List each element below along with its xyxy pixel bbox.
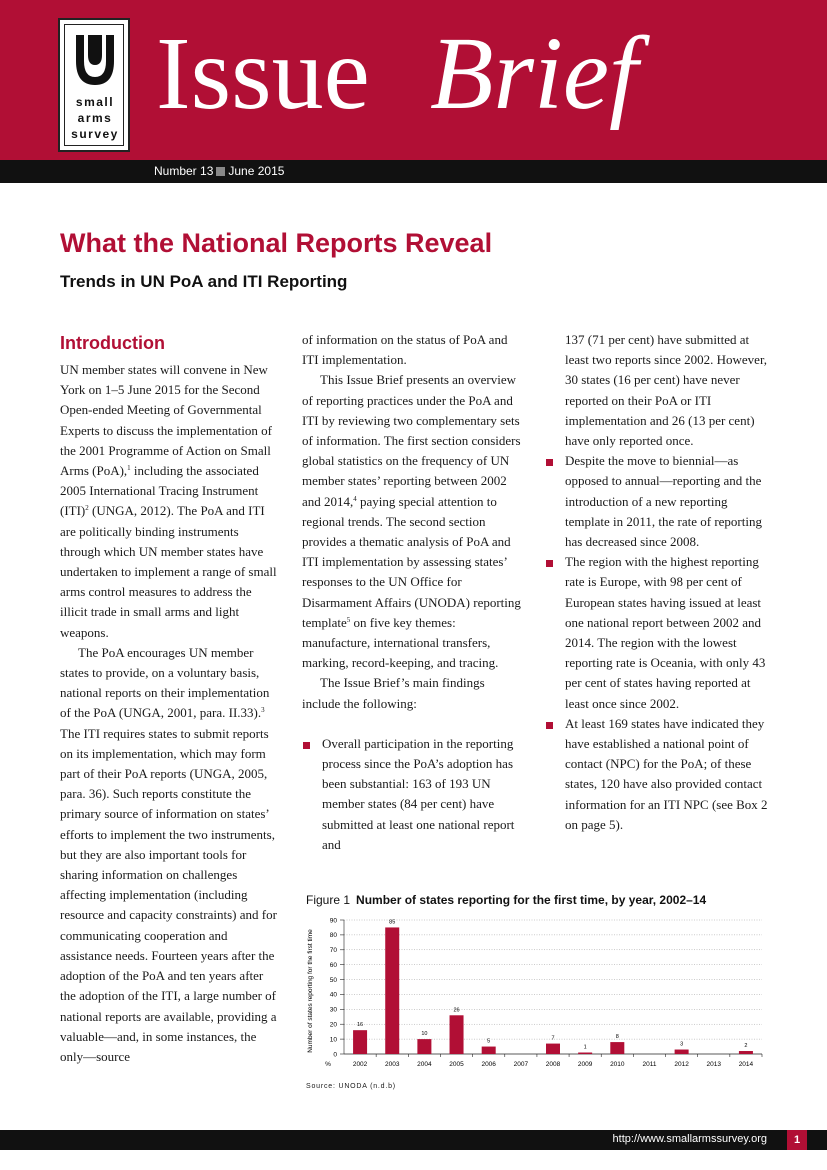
bar-chart <box>300 908 770 1078</box>
bar-2004 <box>417 1039 431 1054</box>
text-span: The ITI requires states to submit reports on its implementation, which may form part of their PoA reports (UNGA, 2005, para. 36). Such reports constitute the primary source of information on states’ efforts to implement the two instruments, but they are also important tools for sharing information on challenges affecting implementation (including resource and capacity constraints) and for communicating cooperation and assistance needs. Fourteen years after the adoption of the PoA and ten years after the adoption of the ITI, a large number of national reports are available, providing a valuable—and, in some instances, the only—source <box>60 725 277 1064</box>
bar-2014 <box>739 1051 753 1054</box>
figure-source: Source: UNODA (n.d.b) <box>306 1083 396 1090</box>
list-item: The region with the highest reporting rate is Europe, with 98 per cent of European states having issued at least one national report between 2002 and 2014. The region with the lowest reporting rate is Oceania, with only 43 per cent of states having reported at least once since 2002. <box>545 552 770 714</box>
logo-word-survey: survey <box>71 127 119 141</box>
x-tick-label: 2013 <box>706 1061 722 1068</box>
data-label: 85 <box>389 919 396 926</box>
footer-bar <box>0 1130 827 1150</box>
footnote-ref[interactable]: 5 <box>346 615 351 624</box>
paragraph: The Issue Brief’s main findings include the following: <box>302 675 485 711</box>
y-axis-ticks <box>330 917 344 1058</box>
y-axis-label: Number of states reporting for the first time <box>307 929 314 1053</box>
logo-emblem-icon <box>72 31 118 89</box>
masthead-title-brief: Brief <box>430 16 638 131</box>
issue-number-bar <box>0 160 827 183</box>
page-title: What the National Reports Reveal <box>60 228 493 258</box>
x-tick-label: 2005 <box>449 1061 464 1068</box>
data-label: 26 <box>453 1007 460 1014</box>
bar-2006 <box>482 1047 496 1054</box>
findings-list <box>545 451 770 835</box>
x-tick-label: 2010 <box>610 1061 625 1068</box>
footer-url-link[interactable]: http://www.smallarmssurvey.org <box>612 1133 767 1145</box>
x-tick-label: 2011 <box>642 1061 657 1068</box>
paragraph: of information on the status of PoA and ITI implementation. <box>302 332 508 368</box>
y-tick-label: 60 <box>329 961 337 969</box>
paragraph <box>60 360 282 643</box>
x-tick-label: 2004 <box>417 1061 432 1068</box>
data-label: 10 <box>421 1031 428 1038</box>
y-tick-label: 40 <box>329 991 337 999</box>
text-span: The PoA encourages UN member states to provide, on a voluntary basis, national reports on their implementation of the PoA (UNGA, 2001, para. II.33). <box>60 644 270 721</box>
column-3 <box>545 330 770 835</box>
y-tick-label: 80 <box>329 932 337 940</box>
x-tick-label: 2012 <box>674 1061 689 1068</box>
y-tick-label: 20 <box>329 1021 337 1029</box>
bar-2005 <box>450 1015 464 1054</box>
text-span: on five key themes: manufacture, international transfers, marking, record-keeping, and tracing. <box>302 614 499 671</box>
figure-caption <box>306 893 706 907</box>
text-span: (UNGA, 2012). The PoA and ITI are politically binding instruments through which UN member states have undertaken to implement a range of small arms control measures to address the illicit trade in small arms and light weapons. <box>60 503 277 640</box>
small-arms-survey-logo[interactable] <box>58 18 130 152</box>
page-number: 1 <box>787 1130 807 1150</box>
column-1 <box>60 332 282 1067</box>
logo-word-small: small <box>75 95 115 109</box>
text-span: including the associated 2005 International Tracing Instrument (ITI) <box>60 463 259 519</box>
findings-list <box>302 734 524 855</box>
data-label: 8 <box>615 1034 619 1041</box>
data-label: 1 <box>583 1044 587 1051</box>
bar-2009 <box>578 1053 592 1054</box>
x-tick-label: 2009 <box>577 1061 593 1068</box>
issue-number: Number 13 <box>154 164 214 178</box>
figure-title: Number of states reporting for the first time, by year, 2002–14 <box>356 893 707 907</box>
bar-2010 <box>610 1042 624 1054</box>
bar-2003 <box>385 927 399 1054</box>
data-label: 16 <box>357 1022 364 1029</box>
separator-square-icon <box>216 167 225 176</box>
section-heading-introduction: Introduction <box>60 333 165 353</box>
text-span: UN member states will convene in New York on 1–5 June 2015 for the Second Open-ended Meeting of Governmental Experts to discuss the implementation of the 2001 Programme of Action on Small Arms (PoA), <box>60 362 272 479</box>
masthead <box>0 0 827 160</box>
logo-word-arms: arms <box>77 111 113 125</box>
bar-2002 <box>353 1030 367 1054</box>
y-tick-label: 30 <box>329 1006 337 1014</box>
logo-frame <box>64 24 124 146</box>
footnote-ref[interactable]: 2 <box>85 504 89 513</box>
text-span: paying special attention to regional trends. The second section provides a thematic analysis of PoA and ITI implementation by assessing states’ responses to the UN Office for Disarmament Affairs (UNODA) reporting template <box>302 493 521 630</box>
chart-grid <box>344 920 762 1054</box>
page-subtitle: Trends in UN PoA and ITI Reporting <box>60 272 348 291</box>
x-tick-label: 2006 <box>481 1061 496 1068</box>
list-item: Overall participation in the reporting process since the PoA’s adoption has been substantial: 163 of 193 UN member states (84 per cent) have submitted at least one national report and <box>302 734 524 855</box>
footnote-ref[interactable]: 3 <box>261 706 265 715</box>
text-span: This Issue Brief presents an overview of reporting practices under the PoA and ITI by reviewing two complementary sets of information. The first section considers global statistics on the frequency of UN member states’ reporting between 2002 and 2014, <box>302 372 521 509</box>
paragraph <box>302 370 524 673</box>
list-item-continued: 137 (71 per cent) have submitted at least two reports since 2002. However, 30 states (16 per cent) have never reported on their PoA or ITI implementation and 26 (13 per cent) have only reported once. <box>565 332 768 449</box>
y-tick-label: 0 <box>333 1051 337 1059</box>
chart-bars <box>353 919 753 1054</box>
data-label: 7 <box>551 1035 555 1042</box>
x-tick-label: 2002 <box>352 1061 368 1068</box>
bar-2012 <box>675 1050 689 1054</box>
x-tick-label: 2007 <box>513 1061 529 1068</box>
x-tick-label: 2003 <box>384 1061 400 1068</box>
masthead-title-issue: Issue <box>156 16 370 131</box>
x-axis-unit-label: % <box>325 1061 331 1068</box>
x-axis-ticks <box>353 1054 762 1068</box>
list-item: At least 169 states have indicated they have established a national point of contact (NPC) for the PoA; of these states, 120 have also provided contact information for an ITI NPC (see Box 2 on page 5). <box>545 714 770 835</box>
bar-2008 <box>546 1044 560 1054</box>
figure-label: Figure 1 <box>306 893 351 907</box>
footnote-ref[interactable]: 4 <box>353 494 357 503</box>
y-tick-label: 90 <box>329 917 337 925</box>
x-tick-label: 2008 <box>545 1061 561 1068</box>
issue-number-line <box>154 164 284 178</box>
paragraph <box>60 643 282 1067</box>
y-tick-label: 10 <box>329 1036 337 1044</box>
y-tick-label: 50 <box>329 976 337 984</box>
data-label: 5 <box>487 1038 491 1045</box>
issue-date: June 2015 <box>228 164 285 178</box>
list-item: Despite the move to biennial—as opposed to annual—reporting and the introduction of a new reporting template in 2011, the rate of reporting has decreased since 2008. <box>545 451 770 552</box>
data-label: 2 <box>744 1043 748 1050</box>
data-label: 3 <box>680 1041 684 1048</box>
column-2 <box>302 330 524 855</box>
y-tick-label: 70 <box>329 947 337 955</box>
footnote-ref[interactable]: 1 <box>127 464 131 473</box>
x-tick-label: 2014 <box>738 1061 754 1068</box>
